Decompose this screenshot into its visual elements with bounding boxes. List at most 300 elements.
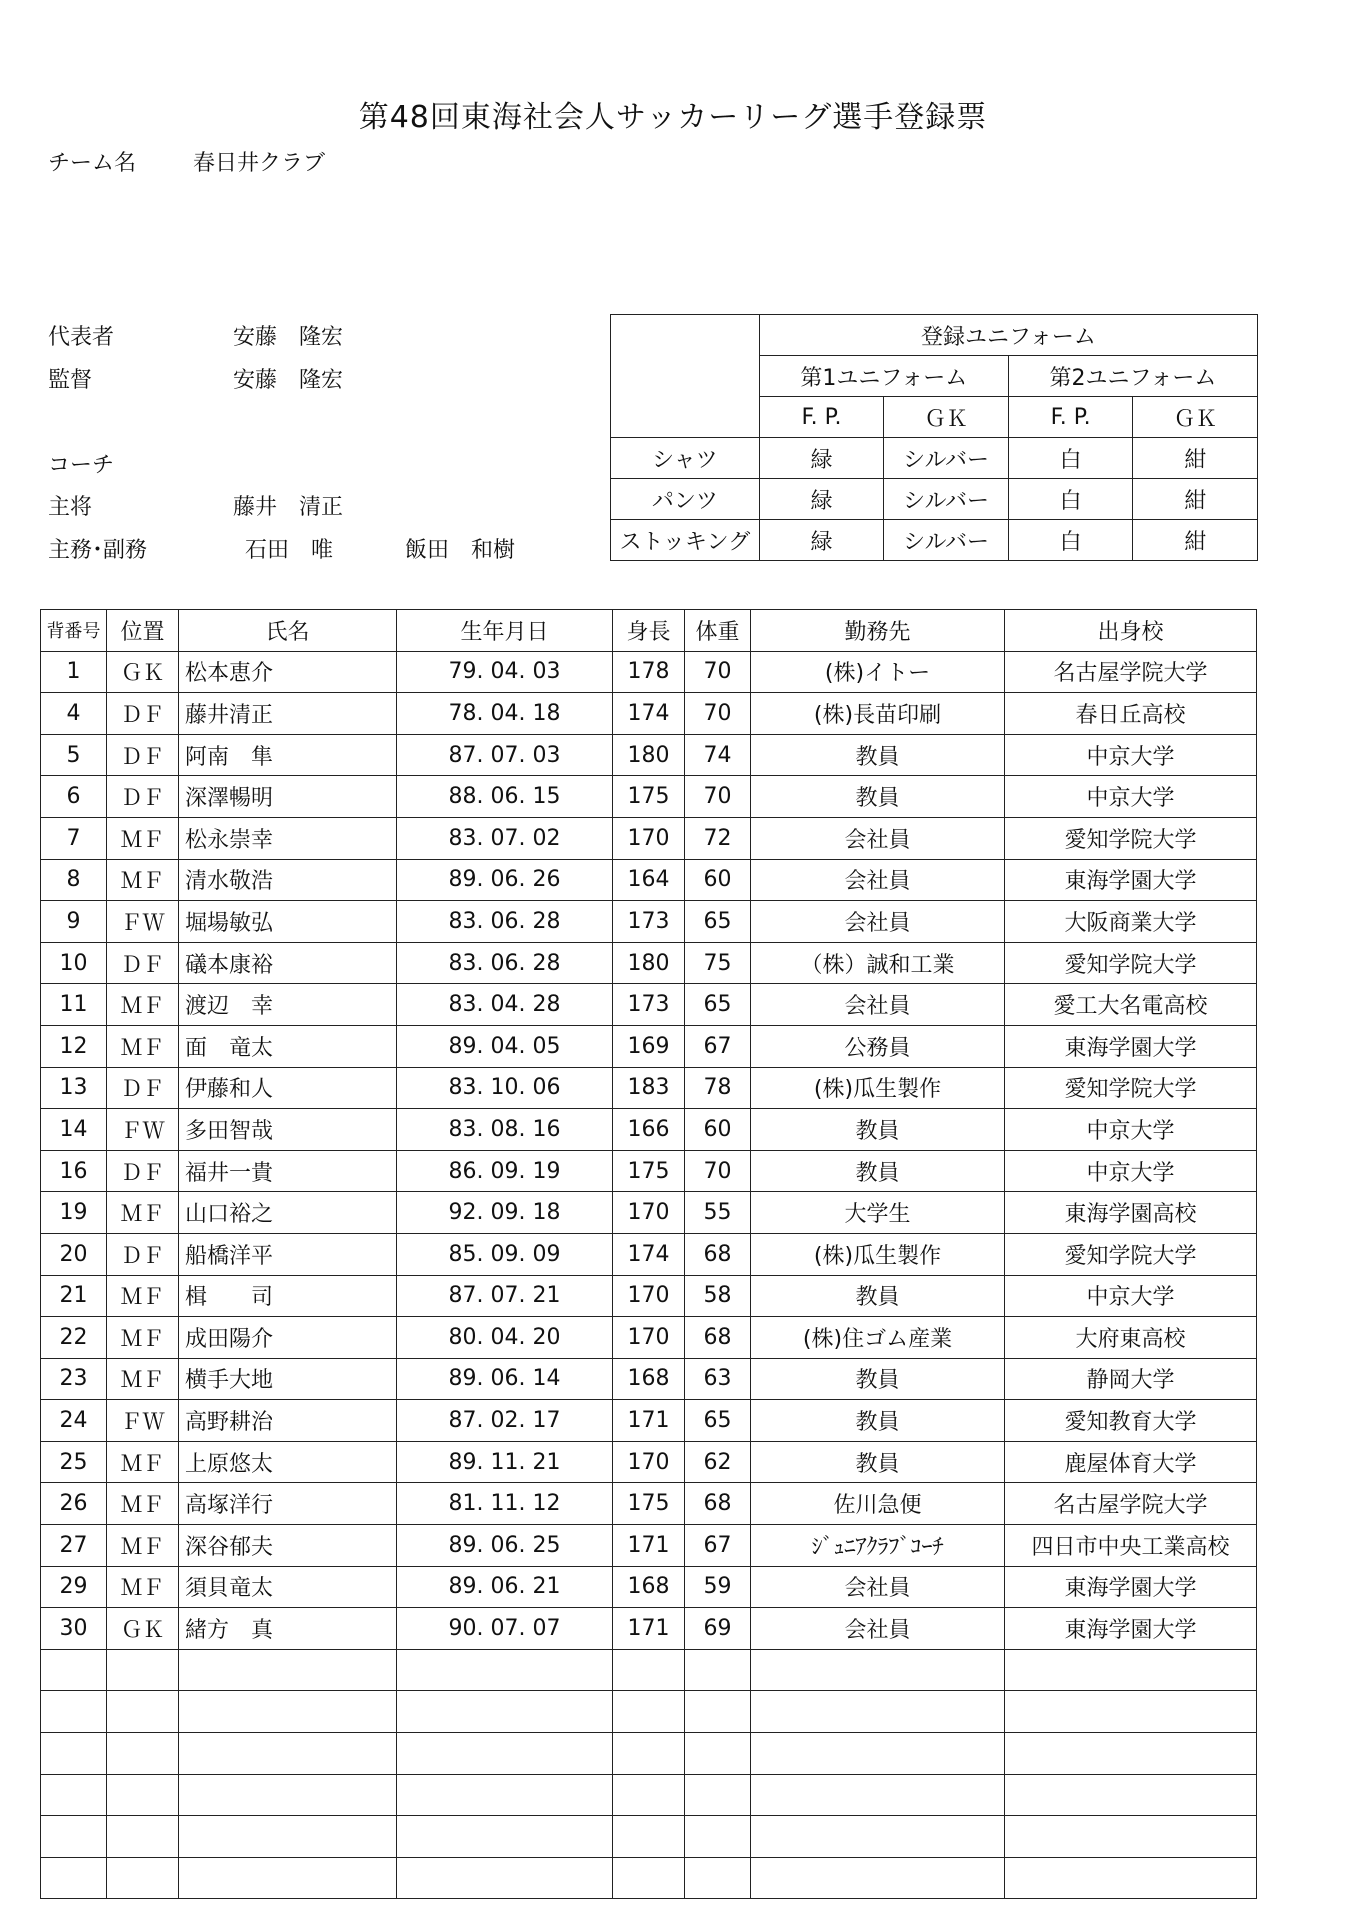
- player-position: ＭＦ: [107, 984, 179, 1026]
- player-height: 175: [613, 1483, 685, 1525]
- blank-cell: [1005, 1857, 1257, 1899]
- player-school: 愛知教育大学: [1005, 1400, 1257, 1442]
- player-birth: 80. 04. 20: [397, 1317, 613, 1359]
- player-name: 藤井清正: [179, 693, 397, 735]
- blank-cell: [41, 1733, 107, 1775]
- staff-label: 主務･副務: [48, 538, 148, 563]
- player-number: 29: [41, 1566, 107, 1608]
- team-line: [48, 146, 325, 177]
- player-weight: 70: [685, 1150, 751, 1192]
- blank-cell: [41, 1691, 107, 1733]
- player-name: 深谷郁夫: [179, 1525, 397, 1567]
- blank-cell: [685, 1733, 751, 1775]
- player-weight: 59: [685, 1566, 751, 1608]
- blank-row: [41, 1649, 1257, 1691]
- blank-cell: [751, 1649, 1005, 1691]
- table-row: [41, 1483, 1257, 1525]
- player-name: 高野耕治: [179, 1400, 397, 1442]
- player-birth: 81. 11. 12: [397, 1483, 613, 1525]
- staff-coach: [48, 448, 233, 479]
- table-row: [41, 1317, 1257, 1359]
- uniform-header: 登録ユニフォーム: [759, 315, 1257, 356]
- header-height: 身長: [613, 610, 685, 652]
- player-work: 大学生: [751, 1192, 1005, 1234]
- player-name: 須貝竜太: [179, 1566, 397, 1608]
- staff-value: 安藤 隆宏: [233, 325, 344, 350]
- player-number: 4: [41, 693, 107, 735]
- player-weight: 55: [685, 1192, 751, 1234]
- player-weight: 74: [685, 734, 751, 776]
- player-work: (株)イトー: [751, 651, 1005, 693]
- player-number: 10: [41, 942, 107, 984]
- player-number: 26: [41, 1483, 107, 1525]
- player-height: 168: [613, 1566, 685, 1608]
- blank-cell: [41, 1649, 107, 1691]
- player-school: 名古屋学院大学: [1005, 651, 1257, 693]
- player-birth: 89. 06. 25: [397, 1525, 613, 1567]
- player-name: 伊藤和人: [179, 1067, 397, 1109]
- player-height: 183: [613, 1067, 685, 1109]
- player-name: 緒方 真: [179, 1608, 397, 1650]
- header-work: 勤務先: [751, 610, 1005, 652]
- uniform-color: 緑: [759, 438, 883, 479]
- player-name: 松本恵介: [179, 651, 397, 693]
- player-position: ＤＦ: [107, 1233, 179, 1275]
- blank-cell: [685, 1816, 751, 1858]
- player-school: 中京大学: [1005, 734, 1257, 776]
- blank-cell: [1005, 1816, 1257, 1858]
- player-number: 5: [41, 734, 107, 776]
- player-number: 14: [41, 1109, 107, 1151]
- player-number: 13: [41, 1067, 107, 1109]
- player-work: (株)瓜生製作: [751, 1067, 1005, 1109]
- blank-row: [41, 1733, 1257, 1775]
- player-position: ＭＦ: [107, 1317, 179, 1359]
- uniform-color: シルバー: [884, 438, 1009, 479]
- player-school: 鹿屋体育大学: [1005, 1441, 1257, 1483]
- player-weight: 68: [685, 1483, 751, 1525]
- player-work: 会社員: [751, 901, 1005, 943]
- player-position: ＭＦ: [107, 1566, 179, 1608]
- staff-secretary: [48, 533, 515, 564]
- blank-cell: [179, 1774, 397, 1816]
- blank-cell: [179, 1691, 397, 1733]
- blank-cell: [1005, 1691, 1257, 1733]
- player-number: 12: [41, 1025, 107, 1067]
- uniform-color: シルバー: [884, 479, 1009, 520]
- player-number: 19: [41, 1192, 107, 1234]
- blank-cell: [107, 1733, 179, 1775]
- player-height: 170: [613, 1441, 685, 1483]
- player-weight: 78: [685, 1067, 751, 1109]
- blank-cell: [751, 1857, 1005, 1899]
- player-position: ＦＷ: [107, 901, 179, 943]
- blank-cell: [397, 1691, 613, 1733]
- table-row: [41, 1525, 1257, 1567]
- roster-body: [41, 651, 1257, 1899]
- table-row: [41, 776, 1257, 818]
- player-school: 東海学園大学: [1005, 1566, 1257, 1608]
- player-school: 四日市中央工業高校: [1005, 1525, 1257, 1567]
- player-weight: 67: [685, 1525, 751, 1567]
- player-work: 佐川急便: [751, 1483, 1005, 1525]
- player-birth: 83. 06. 28: [397, 942, 613, 984]
- player-position: ＦＷ: [107, 1400, 179, 1442]
- player-name: 清水敬浩: [179, 859, 397, 901]
- player-school: 静岡大学: [1005, 1358, 1257, 1400]
- player-name: 渡辺 幸: [179, 984, 397, 1026]
- player-height: 166: [613, 1109, 685, 1151]
- player-name: 楫 司: [179, 1275, 397, 1317]
- table-row: [41, 1358, 1257, 1400]
- table-row: [41, 984, 1257, 1026]
- table-row: [41, 1192, 1257, 1234]
- blank-cell: [685, 1691, 751, 1733]
- staff-label: 主将: [48, 495, 93, 520]
- player-work: (株)住ゴム産業: [751, 1317, 1005, 1359]
- player-birth: 88. 06. 15: [397, 776, 613, 818]
- player-school: 愛知学院大学: [1005, 817, 1257, 859]
- player-work: 教員: [751, 1358, 1005, 1400]
- player-work: (株)長苗印刷: [751, 693, 1005, 735]
- player-name: 多田智哉: [179, 1109, 397, 1151]
- header-weight: 体重: [685, 610, 751, 652]
- player-height: 170: [613, 1192, 685, 1234]
- player-position: ＭＦ: [107, 817, 179, 859]
- player-position: ＭＦ: [107, 1192, 179, 1234]
- table-row: [41, 1566, 1257, 1608]
- blank-cell: [613, 1733, 685, 1775]
- player-height: 170: [613, 1275, 685, 1317]
- uniform-table: [610, 314, 1258, 561]
- player-birth: 78. 04. 18: [397, 693, 613, 735]
- player-name: 船橋洋平: [179, 1233, 397, 1275]
- player-work: 教員: [751, 776, 1005, 818]
- player-weight: 75: [685, 942, 751, 984]
- player-height: 174: [613, 1233, 685, 1275]
- player-number: 7: [41, 817, 107, 859]
- player-height: 170: [613, 817, 685, 859]
- player-number: 24: [41, 1400, 107, 1442]
- player-height: 175: [613, 776, 685, 818]
- player-weight: 70: [685, 776, 751, 818]
- team-label: チーム名: [48, 151, 137, 176]
- uniform-item: シャツ: [611, 438, 760, 479]
- table-row: [41, 734, 1257, 776]
- uniform-color: 白: [1008, 520, 1133, 561]
- player-height: 171: [613, 1400, 685, 1442]
- table-row: [41, 942, 1257, 984]
- blank-cell: [751, 1774, 1005, 1816]
- player-height: 175: [613, 1150, 685, 1192]
- staff-label: 監督: [48, 368, 93, 393]
- table-row: [41, 1109, 1257, 1151]
- blank-cell: [397, 1816, 613, 1858]
- player-school: 中京大学: [1005, 1275, 1257, 1317]
- player-height: 178: [613, 651, 685, 693]
- blank-cell: [107, 1774, 179, 1816]
- player-weight: 65: [685, 984, 751, 1026]
- player-number: 16: [41, 1150, 107, 1192]
- staff-manager: [48, 363, 343, 394]
- player-birth: 87. 07. 03: [397, 734, 613, 776]
- player-height: 169: [613, 1025, 685, 1067]
- table-row: [41, 1275, 1257, 1317]
- player-height: 170: [613, 1317, 685, 1359]
- player-weight: 67: [685, 1025, 751, 1067]
- uniform-color: 紺: [1133, 438, 1258, 479]
- uniform-color: 紺: [1133, 520, 1258, 561]
- blank-cell: [685, 1649, 751, 1691]
- blank-cell: [613, 1774, 685, 1816]
- player-school: 大府東高校: [1005, 1317, 1257, 1359]
- player-number: 20: [41, 1233, 107, 1275]
- uniform-fp-1: F. P.: [759, 397, 883, 438]
- player-height: 171: [613, 1608, 685, 1650]
- player-position: ＭＦ: [107, 1275, 179, 1317]
- player-weight: 72: [685, 817, 751, 859]
- player-height: 173: [613, 984, 685, 1026]
- player-position: ＧＫ: [107, 651, 179, 693]
- table-row: [41, 1233, 1257, 1275]
- player-school: 愛知学院大学: [1005, 1067, 1257, 1109]
- player-weight: 68: [685, 1317, 751, 1359]
- player-weight: 62: [685, 1441, 751, 1483]
- player-number: 8: [41, 859, 107, 901]
- blank-cell: [613, 1649, 685, 1691]
- player-name: 福井一貴: [179, 1150, 397, 1192]
- player-number: 25: [41, 1441, 107, 1483]
- player-name: 面 竜太: [179, 1025, 397, 1067]
- player-work: 教員: [751, 1150, 1005, 1192]
- player-number: 6: [41, 776, 107, 818]
- player-school: 愛知学院大学: [1005, 1233, 1257, 1275]
- table-row: [41, 1025, 1257, 1067]
- uniform-row: [611, 479, 1258, 520]
- player-work: 教員: [751, 1275, 1005, 1317]
- staff-value: 石田 唯: [245, 538, 334, 563]
- player-number: 1: [41, 651, 107, 693]
- player-position: ＭＦ: [107, 1025, 179, 1067]
- header-birth: 生年月日: [397, 610, 613, 652]
- table-row: [41, 1608, 1257, 1650]
- player-work: ｼﾞｭﾆｱｸﾗﾌﾞｺｰﾁ: [751, 1525, 1005, 1567]
- staff-label: コーチ: [48, 453, 115, 478]
- header-school: 出身校: [1005, 610, 1257, 652]
- uniform-header-row: [611, 315, 1258, 356]
- table-row: [41, 1400, 1257, 1442]
- player-school: 大阪商業大学: [1005, 901, 1257, 943]
- player-name: 深澤暢明: [179, 776, 397, 818]
- player-position: ＧＫ: [107, 1608, 179, 1650]
- player-name: 上原悠太: [179, 1441, 397, 1483]
- blank-row: [41, 1691, 1257, 1733]
- player-work: （株）誠和工業: [751, 942, 1005, 984]
- player-birth: 83. 04. 28: [397, 984, 613, 1026]
- player-school: 中京大学: [1005, 776, 1257, 818]
- player-height: 174: [613, 693, 685, 735]
- player-name: 山口裕之: [179, 1192, 397, 1234]
- staff-representative: [48, 320, 343, 351]
- player-weight: 70: [685, 693, 751, 735]
- staff-value-2: 飯田 和樹: [405, 538, 516, 563]
- blank-cell: [397, 1857, 613, 1899]
- player-position: ＭＦ: [107, 1441, 179, 1483]
- blank-cell: [751, 1816, 1005, 1858]
- uniform-row: [611, 438, 1258, 479]
- player-work: 教員: [751, 1109, 1005, 1151]
- player-name: 横手大地: [179, 1358, 397, 1400]
- player-school: 東海学園大学: [1005, 1608, 1257, 1650]
- player-birth: 89. 06. 14: [397, 1358, 613, 1400]
- blank-cell: [397, 1649, 613, 1691]
- blank-cell: [1005, 1649, 1257, 1691]
- table-row: [41, 859, 1257, 901]
- player-weight: 65: [685, 901, 751, 943]
- player-name: 堀場敏弘: [179, 901, 397, 943]
- player-weight: 60: [685, 859, 751, 901]
- blank-cell: [179, 1857, 397, 1899]
- player-name: 高塚洋行: [179, 1483, 397, 1525]
- staff-label: 代表者: [48, 325, 115, 350]
- blank-cell: [613, 1816, 685, 1858]
- table-row: [41, 817, 1257, 859]
- player-work: 教員: [751, 734, 1005, 776]
- uniform-color: シルバー: [884, 520, 1009, 561]
- player-work: 教員: [751, 1400, 1005, 1442]
- player-school: 東海学園大学: [1005, 1025, 1257, 1067]
- uniform-first: 第1ユニフォーム: [759, 356, 1008, 397]
- uniform-color: 白: [1008, 479, 1133, 520]
- blank-row: [41, 1774, 1257, 1816]
- uniform-color: 紺: [1133, 479, 1258, 520]
- player-number: 11: [41, 984, 107, 1026]
- uniform-gk-2: ＧＫ: [1133, 397, 1258, 438]
- player-school: 東海学園高校: [1005, 1192, 1257, 1234]
- blank-cell: [751, 1691, 1005, 1733]
- player-position: ＤＦ: [107, 942, 179, 984]
- blank-cell: [685, 1774, 751, 1816]
- player-birth: 86. 09. 19: [397, 1150, 613, 1192]
- player-school: 愛工大名電高校: [1005, 984, 1257, 1026]
- blank-cell: [107, 1857, 179, 1899]
- player-work: (株)瓜生製作: [751, 1233, 1005, 1275]
- player-birth: 89. 11. 21: [397, 1441, 613, 1483]
- player-number: 23: [41, 1358, 107, 1400]
- player-height: 168: [613, 1358, 685, 1400]
- uniform-row: [611, 520, 1258, 561]
- blank-cell: [685, 1857, 751, 1899]
- blank-cell: [107, 1649, 179, 1691]
- blank-cell: [1005, 1774, 1257, 1816]
- player-position: ＤＦ: [107, 693, 179, 735]
- player-birth: 85. 09. 09: [397, 1233, 613, 1275]
- player-position: ＤＦ: [107, 776, 179, 818]
- player-birth: 89. 06. 21: [397, 1566, 613, 1608]
- player-number: 27: [41, 1525, 107, 1567]
- blank-cell: [179, 1816, 397, 1858]
- player-school: 中京大学: [1005, 1150, 1257, 1192]
- blank-cell: [613, 1857, 685, 1899]
- player-weight: 65: [685, 1400, 751, 1442]
- player-birth: 87. 07. 21: [397, 1275, 613, 1317]
- uniform-color: 白: [1008, 438, 1133, 479]
- blank-row: [41, 1857, 1257, 1899]
- page-title: 第48回東海社会人サッカーリーグ選手登録票: [358, 100, 988, 135]
- blank-cell: [1005, 1733, 1257, 1775]
- player-birth: 83. 07. 02: [397, 817, 613, 859]
- staff-value: 安藤 隆宏: [233, 368, 344, 393]
- player-work: 会社員: [751, 817, 1005, 859]
- blank-cell: [613, 1691, 685, 1733]
- player-position: ＦＷ: [107, 1109, 179, 1151]
- player-school: 東海学園大学: [1005, 859, 1257, 901]
- player-school: 春日丘高校: [1005, 693, 1257, 735]
- header-name: 氏名: [179, 610, 397, 652]
- roster-table: [40, 609, 1257, 1899]
- player-height: 173: [613, 901, 685, 943]
- player-weight: 68: [685, 1233, 751, 1275]
- player-weight: 69: [685, 1608, 751, 1650]
- uniform-color: 緑: [759, 479, 883, 520]
- player-birth: 83. 08. 16: [397, 1109, 613, 1151]
- blank-cell: [751, 1733, 1005, 1775]
- player-position: ＭＦ: [107, 859, 179, 901]
- blank-cell: [107, 1816, 179, 1858]
- player-position: ＭＦ: [107, 1525, 179, 1567]
- player-position: ＭＦ: [107, 1483, 179, 1525]
- player-position: ＤＦ: [107, 734, 179, 776]
- player-birth: 87. 02. 17: [397, 1400, 613, 1442]
- player-birth: 83. 10. 06: [397, 1067, 613, 1109]
- staff-captain: [48, 490, 343, 521]
- table-row: [41, 1441, 1257, 1483]
- player-birth: 92. 09. 18: [397, 1192, 613, 1234]
- player-weight: 58: [685, 1275, 751, 1317]
- player-name: 成田陽介: [179, 1317, 397, 1359]
- table-row: [41, 651, 1257, 693]
- player-school: 名古屋学院大学: [1005, 1483, 1257, 1525]
- header-number: 背番号: [41, 610, 107, 652]
- blank-cell: [179, 1733, 397, 1775]
- blank-cell: [107, 1691, 179, 1733]
- blank-row: [41, 1816, 1257, 1858]
- player-birth: 83. 06. 28: [397, 901, 613, 943]
- blank-cell: [179, 1649, 397, 1691]
- table-row: [41, 1067, 1257, 1109]
- player-name: 礒本康裕: [179, 942, 397, 984]
- roster-header-row: [41, 610, 1257, 652]
- player-number: 9: [41, 901, 107, 943]
- table-row: [41, 693, 1257, 735]
- team-name: 春日井クラブ: [193, 151, 326, 176]
- player-weight: 70: [685, 651, 751, 693]
- header-position: 位置: [107, 610, 179, 652]
- table-row: [41, 1150, 1257, 1192]
- blank-cell: [41, 1857, 107, 1899]
- player-number: 21: [41, 1275, 107, 1317]
- player-work: 教員: [751, 1441, 1005, 1483]
- player-school: 中京大学: [1005, 1109, 1257, 1151]
- uniform-color: 緑: [759, 520, 883, 561]
- player-birth: 90. 07. 07: [397, 1608, 613, 1650]
- blank-cell: [397, 1733, 613, 1775]
- player-height: 171: [613, 1525, 685, 1567]
- player-work: 会社員: [751, 984, 1005, 1026]
- blank-cell: [41, 1816, 107, 1858]
- player-position: ＭＦ: [107, 1358, 179, 1400]
- player-work: 公務員: [751, 1025, 1005, 1067]
